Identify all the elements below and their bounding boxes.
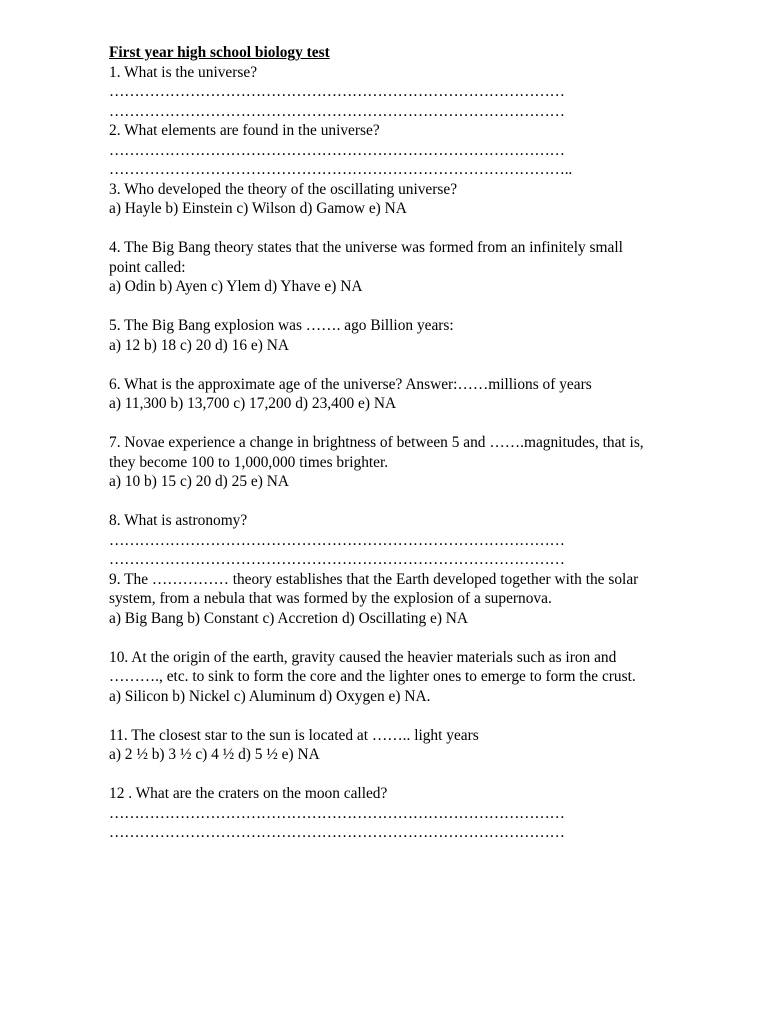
- question-7: [109, 433, 654, 492]
- question-8-text: 8. What is astronomy?: [109, 512, 248, 529]
- spacer: [109, 297, 654, 317]
- spacer: [109, 628, 654, 648]
- question-6: [109, 375, 654, 414]
- question-8: [109, 511, 654, 570]
- question-12-text: 12 . What are the craters on the moon called?: [109, 785, 388, 802]
- question-1-text: 1. What is the universe?: [109, 63, 258, 81]
- spacer: [109, 414, 654, 434]
- question-3-options: a) Hayle b) Einstein c) Wilson d) Gamow e) NA: [109, 200, 407, 217]
- question-7-options: a) 10 b) 15 c) 20 d) 25 e) NA: [109, 473, 289, 490]
- spacer: [109, 765, 654, 785]
- question-10-options: a) Silicon b) Nickel c) Aluminum d) Oxygen e) NA.: [109, 687, 431, 705]
- question-11-text: 11. The closest star to the sun is located at …….. light years: [109, 726, 479, 744]
- spacer: [109, 706, 654, 726]
- test-document: [109, 43, 654, 843]
- question-12-answer-line-1: ………………………………………………………………………………: [109, 804, 565, 822]
- question-2-answer-line-1: ………………………………………………………………………………: [109, 141, 565, 159]
- question-12: [109, 784, 654, 843]
- spacer: [109, 219, 654, 239]
- question-4-options: a) Odin b) Ayen c) Ylem d) Yhave e) NA: [109, 278, 363, 295]
- question-4-text: 4. The Big Bang theory states that the universe was formed from an infinitely small point called:: [109, 239, 623, 276]
- question-1: [109, 63, 654, 122]
- question-11-options: a) 2 ½ b) 3 ½ c) 4 ½ d) 5 ½ e) NA: [109, 746, 320, 763]
- question-6-options: a) 11,300 b) 13,700 c) 17,200 d) 23,400 e) NA: [109, 395, 397, 412]
- question-2-text: 2. What elements are found in the universe?: [109, 122, 380, 139]
- question-3-text: 3. Who developed the theory of the oscillating universe?: [109, 180, 458, 198]
- question-8-answer-line-2: ………………………………………………………………………………: [109, 551, 565, 568]
- question-9-options: a) Big Bang b) Constant c) Accretion d) Oscillating e) NA: [109, 609, 469, 627]
- question-9-text: 9. The …………… theory establishes that the Earth developed together with the solar system, from a nebula that was formed by the explosion of a supernova.: [109, 570, 639, 607]
- question-2-answer-line-2: ………………………………………………………………………………..: [109, 161, 573, 178]
- question-5-text: 5. The Big Bang explosion was ……. ago Billion years:: [109, 317, 454, 334]
- question-1-answer-line-2: ………………………………………………………………………………: [109, 102, 565, 120]
- spacer: [109, 492, 654, 512]
- question-10-text: 10. At the origin of the earth, gravity caused the heavier materials such as iron and ………., etc. to sink to form the core and the lighter ones to emerge to form the crust.: [109, 648, 636, 685]
- question-6-text: 6. What is the approximate age of the universe? Answer:……millions of years: [109, 375, 592, 393]
- document-title: First year high school biology test: [109, 44, 330, 61]
- question-5: [109, 316, 654, 355]
- question-4: [109, 238, 654, 297]
- question-7-text: 7. Novae experience a change in brightness of between 5 and …….magnitudes, that is, they become 100 to 1,000,000 times brighter.: [109, 434, 644, 471]
- question-1-answer-line-1: ………………………………………………………………………………: [109, 83, 565, 100]
- question-9: [109, 570, 654, 629]
- spacer: [109, 355, 654, 375]
- question-5-options: a) 12 b) 18 c) 20 d) 16 e) NA: [109, 336, 289, 354]
- question-2: [109, 121, 654, 180]
- question-3: [109, 180, 654, 219]
- question-12-answer-line-2: ………………………………………………………………………………: [109, 824, 565, 841]
- question-8-answer-line-1: ………………………………………………………………………………: [109, 531, 565, 549]
- question-10: [109, 648, 654, 707]
- question-11: [109, 726, 654, 765]
